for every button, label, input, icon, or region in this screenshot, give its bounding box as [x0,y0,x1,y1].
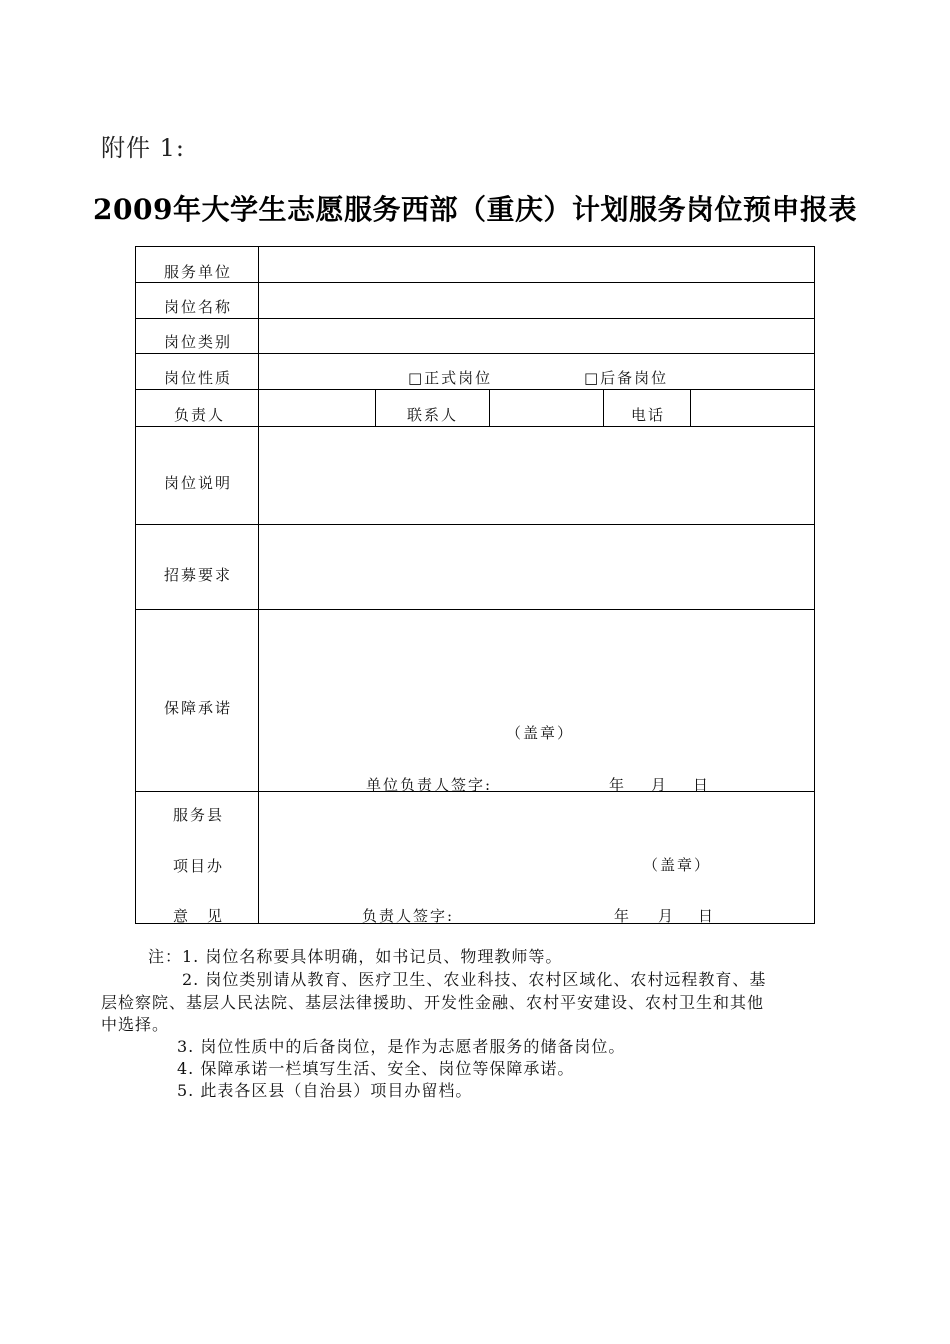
guarantee-date-year: 年 [609,776,627,794]
county-date-day: 日 [698,907,716,925]
person-in-charge-field[interactable] [260,391,374,425]
note-3: 3. 岗位性质中的后备岗位，是作为志愿者服务的储备岗位。 [177,1037,626,1056]
post-name-label: 岗位名称 [164,298,233,316]
row-divider [136,389,814,390]
unit-label: 服务单位 [164,263,233,281]
person-in-charge-label: 负责人 [174,406,226,424]
county-opinion-field[interactable] [260,793,812,873]
post-category-label: 岗位类别 [164,333,233,351]
post-name-field[interactable] [260,284,812,317]
guarantee-signature-label: 单位负责人签字: [366,776,493,794]
form-title: 2009年大学生志愿服务西部（重庆）计划服务岗位预申报表 [93,193,857,226]
post-category-field[interactable] [260,319,812,352]
note-2-line2: 层检察院、基层人民法院、基层法律援助、开发性金融、农村平安建设、农村卫生和其他 [101,993,765,1012]
unit-field[interactable] [260,248,812,281]
phone-label: 电话 [631,406,666,424]
note-2-line3: 中选择。 [101,1015,170,1034]
county-date-year: 年 [614,907,632,925]
recruit-requirements-label: 招募要求 [164,566,233,584]
county-date-month: 月 [658,907,676,925]
attachment-label: 附件 1: [101,134,185,162]
contact-label: 联系人 [407,406,459,424]
post-nature-label: 岗位性质 [164,369,233,387]
row-divider [136,282,814,283]
county-label-line2: 项目办 [173,857,225,875]
note-2-line1: 2. 岗位类别请从教育、医疗卫生、农业科技、农村区域化、农村远程教育、基 [182,970,767,989]
column-divider [603,389,604,426]
contact-field[interactable] [491,391,602,425]
post-description-label: 岗位说明 [164,474,233,492]
note-1: 1. 岗位名称要具体明确，如书记员、物理教师等。 [182,947,563,966]
row-divider [136,426,814,427]
note-4: 4. 保障承诺一栏填写生活、安全、岗位等保障承诺。 [177,1059,575,1078]
column-divider [690,389,691,426]
column-divider [258,247,259,923]
application-form-table [135,246,815,924]
row-divider [136,609,814,610]
post-description-field[interactable] [260,428,812,523]
guarantee-field[interactable] [260,611,812,711]
note-5: 5. 此表各区县（自治县）项目办留档。 [177,1081,473,1100]
guarantee-label: 保障承诺 [164,699,233,717]
phone-field[interactable] [692,391,812,425]
guarantee-date-day: 日 [693,776,711,794]
column-divider [489,389,490,426]
county-label-line3: 意 见 [173,907,225,925]
formal-post-checkbox[interactable]: □正式岗位 [408,369,493,387]
county-label-line1: 服务县 [173,806,225,824]
county-seal: （盖章） [643,856,712,874]
row-divider [136,353,814,354]
county-signature-label: 负责人签字: [362,907,455,925]
reserve-post-checkbox[interactable]: □后备岗位 [584,369,669,387]
recruit-requirements-field[interactable] [260,526,812,608]
column-divider [375,389,376,426]
guarantee-date-month: 月 [651,776,669,794]
row-divider [136,524,814,525]
guarantee-seal: （盖章） [506,724,575,742]
notes-prefix: 注： [148,947,183,966]
